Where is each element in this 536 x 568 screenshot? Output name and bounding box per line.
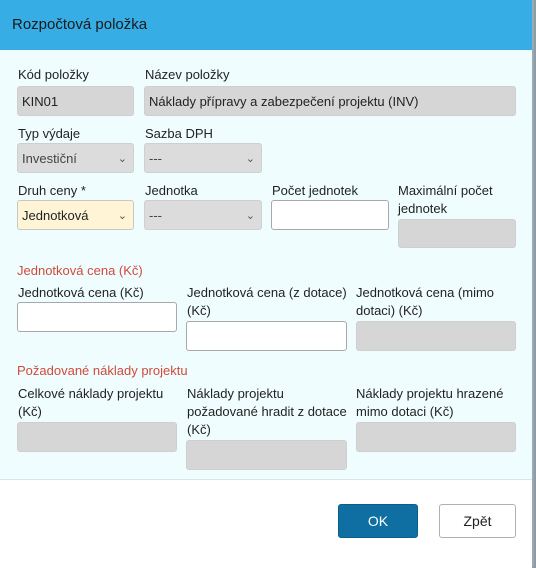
chevron-down-icon: ⌄ — [245, 153, 255, 165]
hrazene-label-2: mimo dotaci (Kč) — [356, 404, 454, 419]
typ-vydaje-value: Investiční — [22, 151, 77, 166]
jednotkova-cena-section-title: Jednotková cena (Kč) — [17, 263, 143, 278]
jc-input[interactable] — [17, 302, 177, 332]
nazev-polozky-field: Náklady přípravy a zabezpečení projektu (INV) — [144, 86, 516, 116]
sazba-dph-value: --- — [149, 151, 162, 166]
max-pocet-label-1: Maximální počet — [398, 183, 493, 198]
druh-ceny-label: Druh ceny * — [18, 183, 86, 198]
celkove-label-1: Celkové náklady projektu — [18, 386, 164, 401]
chevron-down-icon: ⌄ — [245, 210, 255, 222]
sazba-dph-select — [144, 143, 262, 173]
celkove-field — [17, 422, 177, 452]
pocet-jednotek-label: Počet jednotek — [272, 183, 359, 198]
back-button[interactable]: Zpět — [439, 504, 516, 538]
dialog-footer — [0, 479, 532, 568]
pozadovane-field — [186, 440, 347, 470]
kod-polozky-field: KIN01 — [17, 86, 134, 116]
typ-vydaje-label: Typ výdaje — [18, 126, 81, 141]
jc-mimo-field — [356, 321, 516, 351]
celkove-label-2: (Kč) — [18, 404, 42, 419]
jednotka-label: Jednotka — [145, 183, 198, 198]
jc-dotace-input[interactable] — [186, 321, 347, 351]
pozadovane-label-2: požadované hradit z dotace — [187, 404, 347, 419]
jc-dotace-label-2: (Kč) — [187, 303, 211, 318]
sazba-dph-label: Sazba DPH — [145, 126, 213, 141]
jc-mimo-label-1: Jednotková cena (mimo — [356, 285, 495, 300]
druh-ceny-value: Jednotková — [22, 208, 89, 223]
pozadovane-label-1: Náklady projektu — [187, 386, 284, 401]
nazev-polozky-label: Název položky — [145, 67, 230, 82]
ok-button[interactable]: OK — [338, 504, 418, 538]
pozadovane-label-3: (Kč) — [187, 422, 211, 437]
jc-dotace-label-1: Jednotková cena (z dotace) — [187, 285, 347, 300]
hrazene-field — [356, 422, 516, 452]
dialog-body — [0, 50, 532, 479]
pozadovane-naklady-section-title: Požadované náklady projektu — [17, 363, 188, 378]
jc-label: Jednotková cena (Kč) — [18, 285, 144, 300]
jednotka-select — [144, 200, 262, 230]
pocet-jednotek-input[interactable] — [271, 200, 389, 230]
jc-mimo-label-2: dotaci) (Kč) — [356, 303, 423, 318]
typ-vydaje-select — [17, 143, 134, 173]
max-pocet-field — [398, 219, 516, 248]
chevron-down-icon: ⌄ — [117, 210, 127, 222]
kod-polozky-label: Kód položky — [18, 67, 89, 82]
max-pocet-label-2: jednotek — [398, 201, 448, 216]
jednotka-value: --- — [149, 208, 162, 223]
chevron-down-icon: ⌄ — [117, 153, 127, 165]
dialog-title: Rozpočtová položka — [12, 16, 148, 33]
dialog-titlebar — [0, 0, 532, 50]
druh-ceny-select[interactable] — [17, 200, 134, 230]
hrazene-label-1: Náklady projektu hrazené — [356, 386, 504, 401]
